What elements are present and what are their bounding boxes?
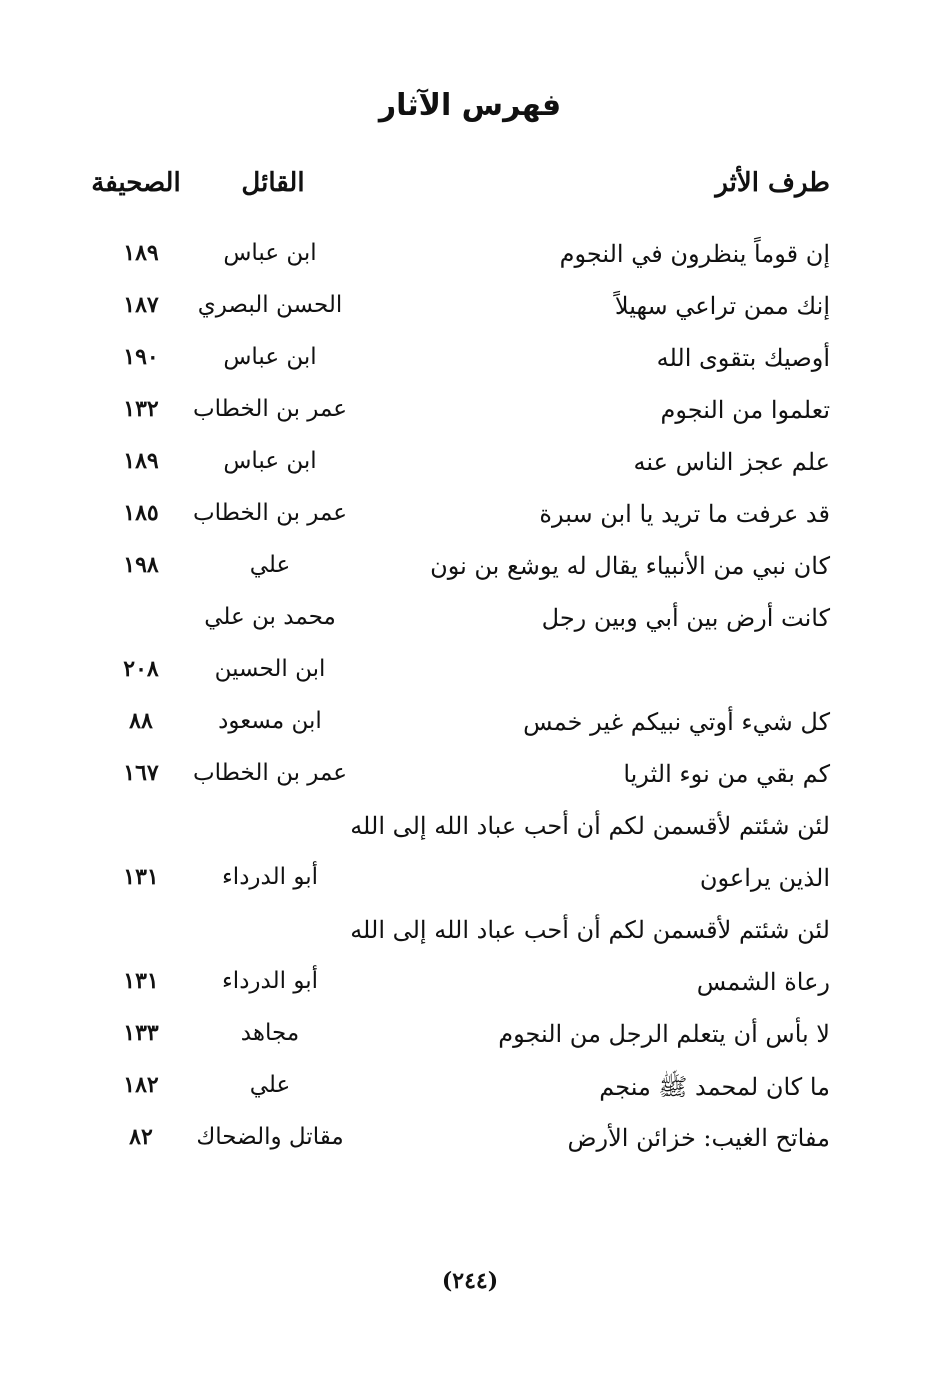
qail-text: عمر بن الخطاب — [192, 500, 347, 526]
qail-text: ابن الحسين — [214, 656, 326, 682]
athar-text: لا بأس أن يتعلم الرجل من النجوم — [498, 1020, 830, 1048]
index-row — [0, 604, 940, 644]
page-number: ١٩٨ — [123, 552, 159, 578]
athar-text: علم عجز الناس عنه — [633, 448, 830, 476]
index-row — [0, 760, 940, 800]
index-row — [0, 448, 940, 488]
page-number: ٨٢ — [129, 1124, 153, 1150]
page-number: ١٨٩ — [123, 448, 159, 474]
index-row — [0, 1072, 940, 1112]
athar-text: ما كان لمحمد ﷺ منجم — [599, 1073, 830, 1101]
page-footer-number: (٢٤٤) — [441, 1268, 499, 1294]
page-number: ١٨٢ — [123, 1072, 159, 1098]
athar-text: إنك ممن تراعي سهيلاً — [614, 292, 830, 320]
index-row — [0, 1124, 940, 1164]
column-header-page: الصحيفة — [91, 168, 181, 198]
qail-text: محمد بن علي — [204, 604, 336, 630]
page-number: ١٣١ — [123, 968, 159, 994]
qail-text: ابن عباس — [223, 240, 317, 266]
athar-text: أوصيك بتقوى الله — [656, 344, 830, 372]
index-row — [0, 552, 940, 592]
qail-text: علي — [249, 552, 291, 578]
page-title: فهرس الآثار — [378, 88, 562, 123]
page-number: ١٩٠ — [123, 344, 159, 370]
qail-text: أبو الدرداء — [221, 864, 318, 890]
index-row — [0, 708, 940, 748]
index-row — [0, 396, 940, 436]
page-number: ١٣٢ — [123, 396, 159, 422]
qail-text: مقاتل والضحاك — [196, 1124, 344, 1150]
page-number: ١٨٧ — [123, 292, 159, 318]
page-number: ٢٠٨ — [123, 656, 159, 682]
athar-text: كانت أرض بين أبي وبين رجل — [541, 604, 830, 632]
page-number: ١٨٩ — [123, 240, 159, 266]
qail-text: عمر بن الخطاب — [192, 760, 347, 786]
index-row — [0, 240, 940, 280]
athar-text: تعلموا من النجوم — [660, 396, 830, 424]
column-header-athar: طرف الأثر — [715, 168, 830, 198]
athar-text: لئن شئتم لأقسمن لكم أن أحب عباد الله إلى الله — [350, 916, 830, 944]
index-row — [0, 864, 940, 904]
index-row — [0, 500, 940, 540]
page-number: ١٨٥ — [123, 500, 159, 526]
page-number: ٨٨ — [129, 708, 153, 734]
column-header-qail: القائل — [241, 168, 305, 198]
index-row — [0, 656, 940, 696]
athar-text: لئن شئتم لأقسمن لكم أن أحب عباد الله إلى الله — [350, 812, 830, 840]
page-number: ١٣٣ — [123, 1020, 159, 1046]
athar-text: الذين يراعون — [699, 864, 830, 892]
index-row — [0, 968, 940, 1008]
qail-text: أبو الدرداء — [221, 968, 318, 994]
athar-text: إن قوماً ينظرون في النجوم — [559, 240, 830, 268]
index-row — [0, 812, 940, 852]
qail-text: ابن مسعود — [218, 708, 322, 734]
qail-text: مجاهد — [240, 1020, 300, 1046]
qail-text: علي — [249, 1072, 291, 1098]
index-row — [0, 916, 940, 956]
page-number: ١٣١ — [123, 864, 159, 890]
index-row — [0, 344, 940, 384]
athar-text: قد عرفت ما تريد يا ابن سبرة — [539, 500, 830, 528]
qail-text: ابن عباس — [223, 448, 317, 474]
qail-text: ابن عباس — [223, 344, 317, 370]
athar-text: رعاة الشمس — [696, 968, 830, 996]
qail-text: عمر بن الخطاب — [192, 396, 347, 422]
index-row — [0, 1020, 940, 1060]
index-row — [0, 292, 940, 332]
athar-text: كم بقي من نوء الثريا — [623, 760, 830, 788]
page-number: ١٦٧ — [123, 760, 159, 786]
qail-text: الحسن البصري — [197, 292, 343, 318]
athar-text: كان نبي من الأنبياء يقال له يوشع بن نون — [430, 552, 830, 580]
athar-text: مفاتح الغيب: خزائن الأرض — [567, 1124, 830, 1152]
athar-text: كل شيء أوتي نبيكم غير خمس — [523, 708, 830, 736]
